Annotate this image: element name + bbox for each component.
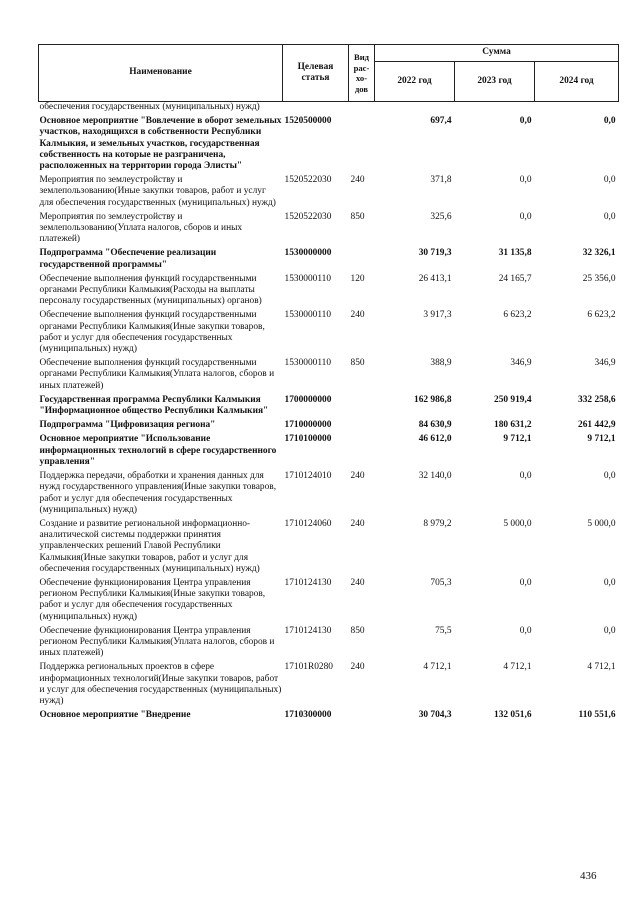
cell-2023: 0,0 — [519, 211, 532, 222]
cell-vid — [349, 116, 375, 175]
table-header — [39, 45, 619, 102]
cell-2023: 0,0 — [519, 577, 532, 588]
cell-2022: 46 612,0 — [418, 434, 452, 445]
budget-table — [38, 44, 619, 724]
table-row — [39, 471, 619, 519]
cell-vid: 240 — [350, 471, 365, 482]
cell-name: Обеспечение функционирования Центра управления регионом Республики Калмыкия(Иные закупки товаров, работ и услуг для обеспечения государственных (муниципальных) нужд) — [39, 577, 266, 622]
cell-2023: 0,0 — [519, 116, 532, 127]
cell-2022: 8 979,2 — [423, 518, 452, 529]
table-row — [39, 175, 619, 212]
cell-2024: 0,0 — [603, 175, 616, 186]
cell-target: 1710124130 — [284, 577, 332, 588]
cell-2022: 30 704,3 — [418, 710, 452, 721]
cell-2024: 5 000,0 — [587, 518, 616, 529]
cell-2023: 6 623,2 — [503, 310, 532, 321]
cell-2022: 697,4 — [430, 116, 452, 127]
cell-2022: 388,9 — [430, 358, 452, 369]
cell-name: Государственная программа Республики Калмыкия "Информационное общество Республики Калмыкия" — [39, 394, 269, 417]
header-target: Целевая статья — [283, 45, 349, 102]
cell-target: 1710000000 — [284, 420, 332, 431]
cell-2024: 0,0 — [603, 471, 616, 482]
budget-sheet — [38, 44, 618, 724]
cell-2024: 332 258,6 — [578, 394, 616, 405]
cell-2024: 6 623,2 — [587, 310, 616, 321]
page-number: 436 — [580, 870, 597, 882]
cell-2023: 5 000,0 — [503, 518, 532, 529]
table-row — [39, 212, 619, 249]
cell-2024 — [535, 102, 619, 117]
table-row — [39, 434, 619, 471]
cell-vid: 120 — [350, 273, 365, 284]
cell-2022: 30 719,3 — [418, 248, 452, 259]
cell-name: Обеспечение выполнения функций государственными органами Республики Калмыкия(Расходы на выплаты персоналу государственных (муниципальных) органов) — [39, 273, 262, 307]
cell-vid — [349, 395, 375, 420]
cell-name: Обеспечение функционирования Центра управления регионом Республики Калмыкия(Уплата налогов, сборов и иных платежей) — [39, 625, 275, 659]
cell-target: 1710124010 — [284, 471, 332, 482]
cell-2024: 110 551,6 — [578, 710, 616, 721]
cell-2024: 0,0 — [603, 577, 616, 588]
cell-vid: 240 — [350, 577, 365, 588]
cell-target: 17101R0280 — [284, 662, 333, 673]
cell-vid — [349, 434, 375, 471]
cell-name: Обеспечение выполнения функций государственными органами Республики Калмыкия(Уплата налогов, сборов и иных платежей) — [39, 358, 275, 391]
header-year-2023: 2023 год — [455, 62, 535, 102]
table-row — [39, 274, 619, 311]
cell-name: Основное мероприятие "Внедрение — [39, 710, 191, 721]
cell-2022: 162 986,8 — [414, 394, 452, 405]
cell-vid — [349, 248, 375, 273]
cell-target — [283, 102, 349, 117]
cell-target: 1520500000 — [284, 116, 332, 127]
cell-name: Подпрограмма "Цифровизация региона" — [39, 420, 216, 431]
table-row — [39, 420, 619, 434]
cell-2023: 31 135,8 — [498, 248, 532, 259]
cell-2023: 0,0 — [519, 175, 532, 186]
table-row — [39, 626, 619, 663]
cell-target: 1520522030 — [284, 211, 332, 222]
cell-name: Поддержка региональных проектов в сфере информационных технологий(Иные закупки товаров, работ и услуг для обеспечения государственных (муниципальных) нужд) — [39, 662, 282, 706]
header-vid: Вид рас-хо-дов — [349, 45, 375, 102]
cell-name: Создание и развитие региональной информационно-аналитической системы поддержки принятия управленческих решений Главой Республики Калмыкия(Иные закупки товаров, работ и услуг для обеспечения государственных (муниципальных) нужд) — [39, 518, 260, 574]
cell-2024: 4 712,1 — [587, 662, 616, 673]
cell-target: 1710300000 — [284, 710, 332, 721]
cell-target: 1710124060 — [284, 518, 332, 529]
table-row — [39, 578, 619, 626]
cell-2023: 9 712,1 — [503, 434, 532, 445]
table-row — [39, 519, 619, 578]
cell-target: 1700000000 — [284, 394, 332, 405]
table-row — [39, 710, 619, 724]
cell-2023: 0,0 — [519, 471, 532, 482]
table-body — [39, 102, 619, 725]
cell-target: 1710100000 — [284, 434, 332, 445]
cell-target: 1530000000 — [284, 248, 332, 259]
cell-2022: 705,3 — [430, 577, 452, 588]
cell-target: 1520522030 — [284, 175, 332, 186]
cell-2022 — [375, 102, 455, 117]
cell-2024: 346,9 — [594, 358, 616, 369]
cell-vid: 240 — [350, 662, 365, 673]
cell-vid: 240 — [350, 518, 365, 529]
cell-2022: 84 630,9 — [418, 420, 452, 431]
table-row — [39, 248, 619, 273]
cell-name: Подпрограмма "Обеспечение реализации государственной программы" — [39, 248, 217, 270]
cell-target: 1530000110 — [284, 273, 332, 284]
cell-name: Основное мероприятие "Использование информационных технологий в сфере государственного управления" — [39, 434, 277, 467]
cell-vid — [349, 420, 375, 434]
table-row — [39, 358, 619, 395]
cell-vid: 850 — [350, 625, 365, 636]
cell-name: обеспечения государственных (муниципальных) нужд) — [39, 102, 260, 112]
cell-2024: 32 326,1 — [582, 248, 616, 259]
cell-2024: 261 442,9 — [578, 420, 616, 431]
cell-2022: 26 413,1 — [418, 273, 452, 284]
table-row — [39, 102, 619, 117]
table-row — [39, 395, 619, 420]
cell-2023: 346,9 — [510, 358, 532, 369]
cell-2022: 32 140,0 — [418, 471, 452, 482]
cell-name: Основное мероприятие "Вовлечение в оборот земельных участков, находящихся в собственности Республики Калмыкия, и земельных участков, государственная собственность на которые не разграничена, расположенных на территории города Элисты" — [39, 116, 282, 172]
cell-2024: 9 712,1 — [587, 434, 616, 445]
cell-name: Мероприятия по землеустройству и землепользованию(Иные закупки товаров, работ и услуг для обеспечения государственных (муниципальных) нужд) — [39, 175, 276, 208]
cell-vid: 240 — [350, 175, 365, 186]
cell-2022: 325,6 — [430, 211, 452, 222]
table-row — [39, 116, 619, 175]
cell-2023: 250 919,4 — [494, 394, 532, 405]
header-sum: Сумма — [375, 45, 619, 62]
cell-2023: 4 712,1 — [503, 662, 532, 673]
cell-name: Поддержка передачи, обработки и хранения данных для нужд государственного управления(Иные закупки товаров, работ и услуг для обеспечения государственных (муниципальных) нужд) — [39, 471, 277, 515]
cell-vid: 850 — [350, 211, 365, 222]
cell-2022: 371,8 — [430, 175, 452, 186]
cell-name: Обеспечение выполнения функций государственными органами Республики Калмыкия(Иные закупки товаров, работ и услуг для обеспечения государственных (муниципальных) нужд) — [39, 310, 265, 355]
cell-2023: 132 051,6 — [494, 710, 532, 721]
cell-2022: 75,5 — [435, 625, 452, 636]
header-year-2022: 2022 год — [375, 62, 455, 102]
header-year-2024: 2024 год — [535, 62, 619, 102]
cell-2024: 0,0 — [603, 116, 616, 127]
table-row — [39, 662, 619, 710]
cell-2024: 0,0 — [603, 211, 616, 222]
cell-2024: 0,0 — [603, 625, 616, 636]
cell-vid — [349, 102, 375, 117]
cell-2023 — [455, 102, 535, 117]
cell-2023: 0,0 — [519, 625, 532, 636]
cell-name: Мероприятия по землеустройству и землепользованию(Уплата налогов, сборов и иных платежей) — [39, 211, 243, 245]
cell-2022: 4 712,1 — [423, 662, 452, 673]
cell-2022: 3 917,3 — [423, 310, 452, 321]
cell-vid: 240 — [350, 310, 365, 321]
cell-2023: 24 165,7 — [498, 273, 532, 284]
cell-target: 1530000110 — [284, 310, 332, 321]
cell-vid: 850 — [350, 358, 365, 369]
cell-2024: 25 356,0 — [582, 273, 616, 284]
cell-target: 1710124130 — [284, 625, 332, 636]
table-row — [39, 310, 619, 358]
cell-vid — [349, 710, 375, 724]
cell-target: 1530000110 — [284, 358, 332, 369]
header-name: Наименование — [39, 45, 283, 102]
cell-2023: 180 631,2 — [494, 420, 532, 431]
